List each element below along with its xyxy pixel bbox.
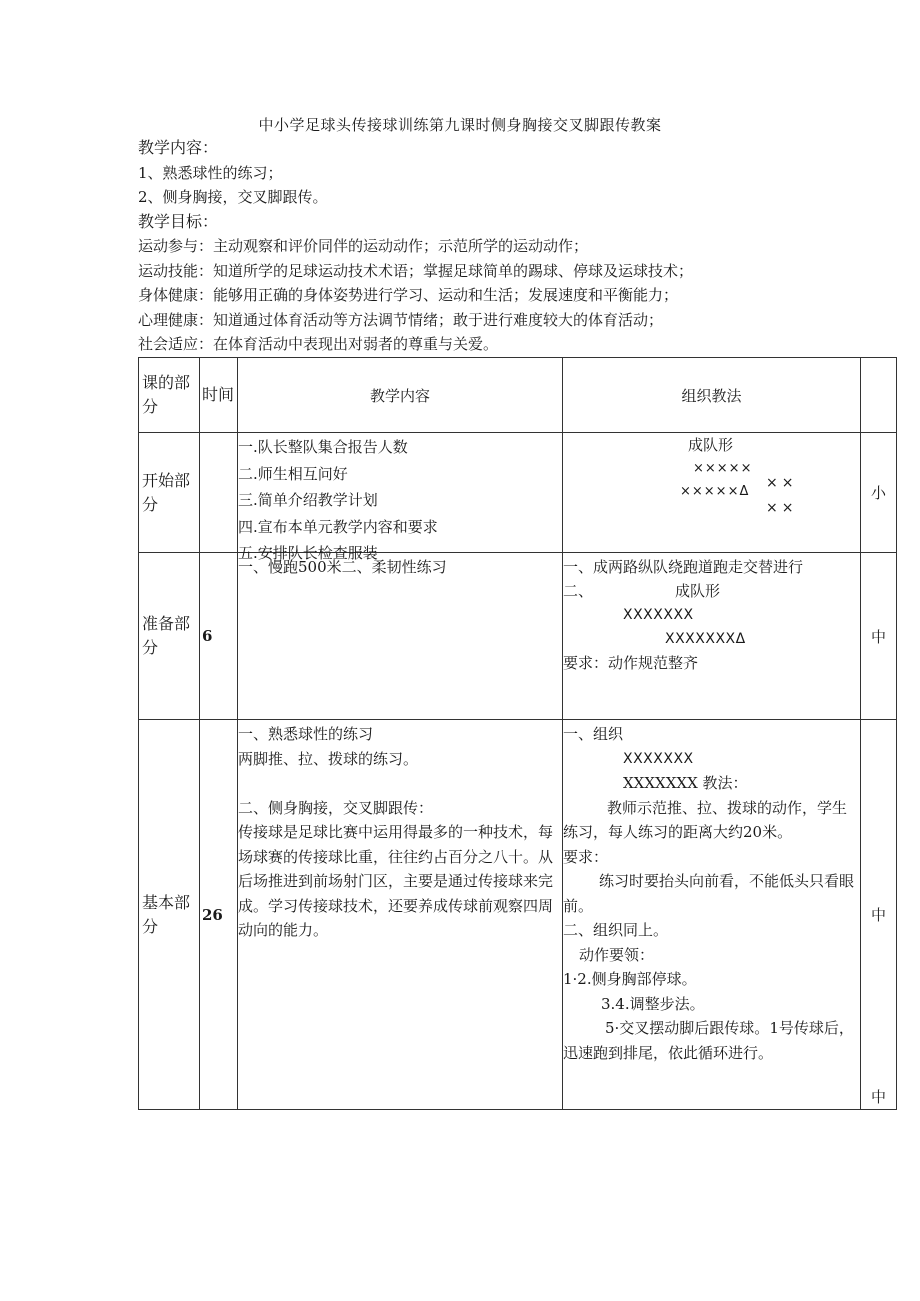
content-line: 二.师生相互问好 — [238, 464, 348, 483]
table-header-row — [139, 358, 897, 433]
method-paragraph: 练习时要抬头向前看，不能低头只看眼前。 — [563, 872, 855, 915]
teaching-goal-item: 身体健康：能够用正确的身体姿势进行学习、运动和生活；发展速度和平衡能力； — [138, 286, 679, 304]
time-cell — [200, 433, 238, 553]
method-cell — [563, 433, 861, 553]
table-row — [139, 553, 897, 720]
method-line: 要求：动作规范整齐 — [563, 654, 699, 672]
method-line: 二、组织同上。 — [563, 921, 669, 939]
content-line: 三.简单介绍教学计划 — [238, 491, 378, 509]
header-method: 组织教法 — [563, 358, 861, 433]
teaching-content-item: 2、侧身胸接，交叉脚跟传。 — [138, 188, 328, 206]
formation-line: XXXXXXX — [623, 750, 694, 767]
content-line — [238, 771, 562, 796]
method-line: 3.4.调整步法。 — [601, 994, 705, 1013]
content-line: 二、侧身胸接，交叉脚跟传： — [238, 798, 434, 817]
intensity-cell: 小 — [861, 433, 897, 553]
formation-label: 成队形 — [688, 436, 734, 454]
teaching-content-item: 1、熟悉球性的练习； — [138, 163, 283, 182]
content-cell — [238, 553, 563, 720]
content-line: 一、熟悉球性的练习 — [238, 725, 374, 743]
content-line: 两脚推、拉、拨球的练习。 — [238, 749, 419, 768]
table-row — [139, 433, 897, 553]
method-paragraph: 教师示范推、拉、拨球的动作，学生练习，每人练习的距离大约20米。 — [563, 798, 848, 841]
intensity-cell — [861, 720, 897, 1110]
formation-line: XXXXXXXΔ — [665, 631, 746, 647]
section-cell: 基本部分 — [139, 720, 200, 1110]
formation-side: ×× — [766, 500, 798, 516]
content-cell — [238, 433, 563, 562]
header-time: 时间 — [200, 358, 238, 433]
time-cell: 26 — [200, 720, 238, 1110]
formation-line: ×××××Δ — [680, 484, 750, 499]
formation-line: XXXXXXX — [623, 607, 694, 623]
content-line: 五.安排队长检查服装 — [238, 544, 378, 562]
header-section: 课的部分 — [139, 358, 200, 433]
method-cell — [563, 553, 861, 720]
formation-line: ××××× — [693, 461, 753, 476]
teaching-goals-heading: 教学目标： — [138, 211, 219, 231]
content-line: 四.宣布本单元教学内容和要求 — [238, 517, 438, 536]
header-content: 教学内容 — [238, 358, 563, 433]
method-cell — [563, 720, 861, 1110]
method-line: 一、成两路纵队绕跑道跑走交替进行 — [563, 558, 804, 576]
content-line: 一、慢跑500米二、柔韧性练习 — [238, 558, 447, 576]
method-line: 一、组织 — [563, 725, 624, 743]
formation-label: 成队形 — [675, 582, 721, 600]
content-line: 一.队长整队集合报告人数 — [238, 438, 408, 456]
section-cell: 开始部分 — [139, 433, 200, 553]
formation-side: ×× — [766, 475, 798, 491]
header-intensity — [861, 358, 897, 433]
method-paragraph: 5·交叉摆动脚后跟传球。1号传球后，迅速跑到排尾，依此循环进行。 — [563, 1019, 854, 1062]
lesson-plan-table — [138, 357, 897, 1110]
teaching-goal-item: 运动技能：知道所学的足球运动技术术语；掌握足球简单的踢球、停球及运球技术； — [138, 261, 694, 280]
method-line: 要求： — [563, 847, 609, 866]
intensity-value: 中 — [870, 1088, 886, 1106]
teaching-goal-item: 运动参与：主动观察和评价同伴的运动动作；示范所学的运动动作； — [138, 237, 589, 255]
intensity-value: 中 — [870, 906, 886, 924]
section-cell: 准备部分 — [139, 553, 200, 720]
method-line: 二、 — [563, 582, 594, 600]
table-row — [139, 720, 897, 1110]
method-line: XXXXXXX 教法： — [623, 774, 748, 792]
teaching-goal-item: 社会适应：在体育活动中表现出对弱者的尊重与关爱。 — [138, 335, 499, 353]
method-line: 1·2.侧身胸部停球。 — [563, 970, 697, 988]
method-line: 动作要领： — [579, 945, 655, 964]
content-paragraph: 传接球是足球比赛中运用得最多的一种技术，每场球赛的传接球比重，往往约占百分之八十。从后场推进到前场射门区，主要是通过传接球来完成。学习传接球技术，还要养成传球前观察四周动向的能力。 — [238, 823, 554, 939]
teaching-goal-item: 心理健康：知道通过体育活动等方法调节情绪；敢于进行难度较大的体育活动； — [138, 310, 664, 329]
content-cell — [238, 720, 563, 1110]
intensity-cell: 中 — [861, 553, 897, 720]
time-cell: 6 — [200, 553, 238, 720]
teaching-content-block — [138, 136, 878, 357]
teaching-content-heading: 教学内容： — [138, 138, 219, 157]
document-title: 中小学足球头传接球训练第九课时侧身胸接交叉脚跟传教案 — [258, 116, 662, 134]
